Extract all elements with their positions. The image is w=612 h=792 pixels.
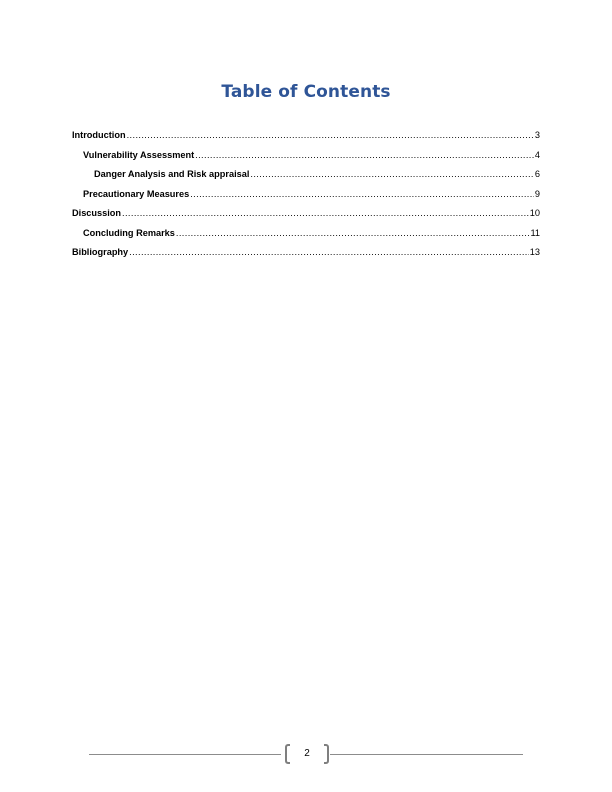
- toc-entry-precautionary-measures[interactable]: [72, 185, 540, 205]
- toc-entry-page-number: 13: [529, 247, 540, 257]
- toc-entry-discussion[interactable]: [72, 204, 540, 224]
- toc-dot-leader: [250, 165, 533, 185]
- footer-rule-left: [89, 754, 281, 755]
- toc-entry-concluding-remarks[interactable]: [72, 224, 540, 244]
- toc-entry-page-number: 11: [530, 227, 540, 238]
- toc-dot-leader: [129, 243, 529, 263]
- footer-rule-right: [330, 754, 523, 755]
- toc-title: Table of Contents: [221, 82, 391, 102]
- page-footer: [89, 744, 523, 766]
- toc-entry-label: Concluding Remarks: [83, 227, 175, 238]
- toc-entry-page-number: 10: [529, 208, 540, 218]
- toc-entry-label: Precautionary Measures: [83, 188, 190, 199]
- toc-dot-leader: [190, 185, 534, 205]
- toc-entry-label: Introduction: [72, 130, 126, 140]
- toc-entry-page-number: 3: [534, 130, 540, 140]
- toc-dot-leader: [122, 204, 529, 224]
- toc-entry-label: Danger Analysis and Risk appraisal: [94, 169, 250, 179]
- footer-page-number: 2: [304, 748, 310, 759]
- toc-dot-leader: [195, 146, 534, 166]
- toc-dot-leader: [176, 224, 530, 244]
- toc-entry-vulnerability-assessment[interactable]: [72, 146, 540, 166]
- toc-entry-page-number: 9: [534, 188, 540, 199]
- toc-entry-page-number: 4: [534, 149, 540, 160]
- toc-entry-label: Vulnerability Assessment: [83, 149, 195, 160]
- toc-list: [72, 126, 540, 263]
- toc-entry-bibliography[interactable]: [72, 243, 540, 263]
- toc-entry-danger-analysis[interactable]: [72, 165, 540, 185]
- toc-entry-label: Discussion: [72, 208, 122, 218]
- toc-dot-leader: [127, 126, 534, 146]
- right-bracket-icon: [324, 744, 329, 764]
- toc-entry-introduction[interactable]: [72, 126, 540, 146]
- toc-entry-page-number: 6: [534, 169, 540, 179]
- toc-entry-label: Bibliography: [72, 247, 129, 257]
